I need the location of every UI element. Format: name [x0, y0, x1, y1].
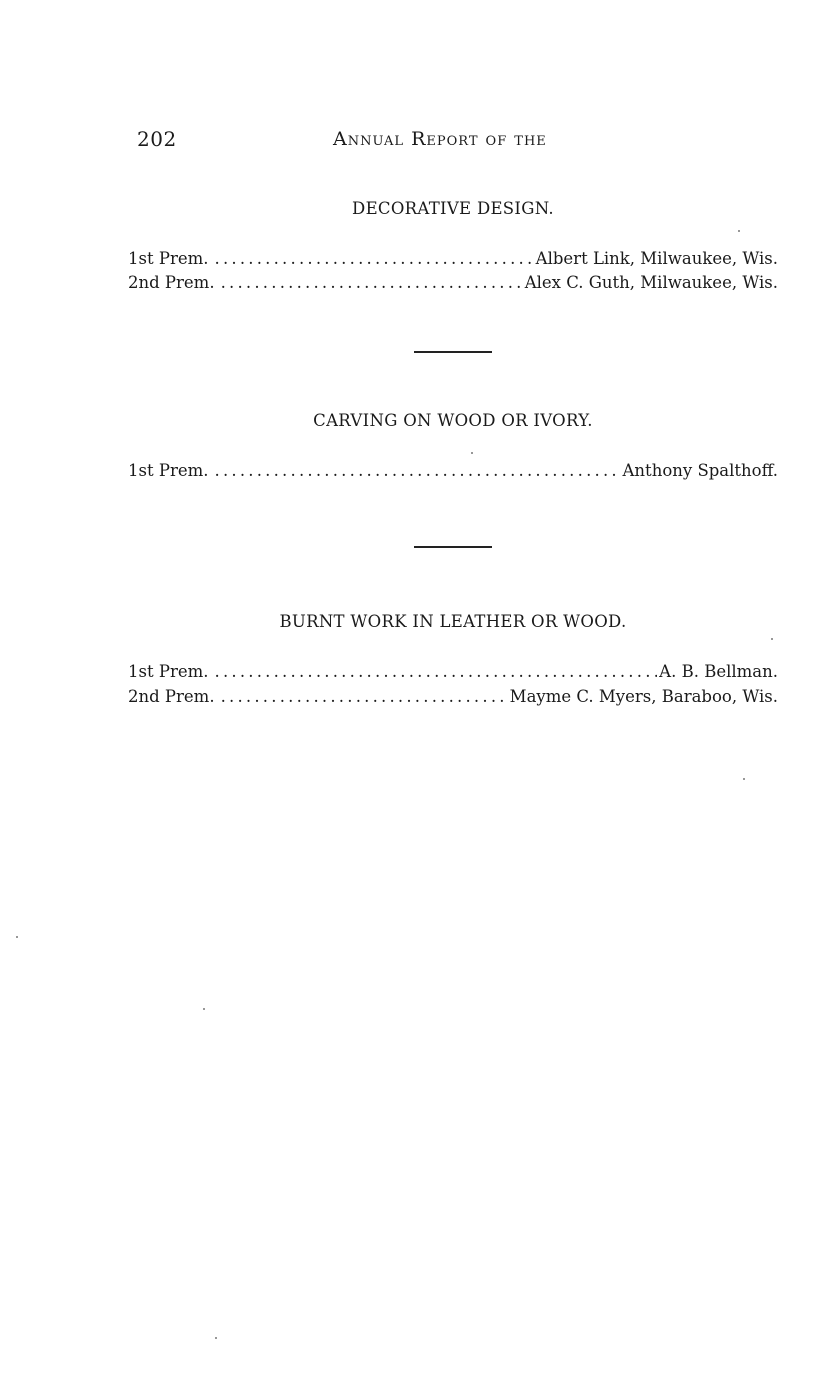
entry-row [128, 687, 778, 706]
entry-winner: Anthony Spalthoff. [622, 461, 778, 480]
paper-speck [203, 1008, 205, 1010]
entry-label: 2nd Prem. [128, 273, 215, 292]
paper-speck [215, 1337, 217, 1339]
section-divider [414, 351, 492, 353]
entry-row [128, 273, 778, 292]
entry-label: 1st Prem. [128, 461, 209, 480]
dot-leader [221, 273, 523, 292]
paper-speck [471, 452, 473, 454]
entry-winner: Mayme C. Myers, Baraboo, Wis. [509, 687, 778, 706]
paper-speck [738, 230, 740, 232]
entry-label: 1st Prem. [128, 249, 209, 268]
dot-leader [215, 662, 658, 681]
entry-row [128, 662, 778, 681]
dot-leader [215, 461, 621, 480]
running-head: Annual Report of the [333, 128, 547, 150]
entry-label: 2nd Prem. [128, 687, 215, 706]
entry-winner: A. B. Bellman. [659, 662, 778, 681]
entry-label: 1st Prem. [128, 662, 209, 681]
section-heading-burnt-work: BURNT WORK IN LEATHER OR WOOD. [279, 612, 627, 631]
entry-winner: Albert Link, Milwaukee, Wis. [535, 249, 778, 268]
dot-leader [215, 249, 534, 268]
entry-row [128, 461, 778, 480]
section-heading-carving: CARVING ON WOOD OR IVORY. [313, 411, 593, 430]
paper-speck [743, 778, 745, 780]
paper-speck [771, 638, 773, 640]
entry-winner: Alex C. Guth, Milwaukee, Wis. [524, 273, 778, 292]
entry-row [128, 249, 778, 268]
section-heading-decorative-design: DECORATIVE DESIGN. [352, 199, 554, 218]
paper-speck [16, 936, 18, 938]
dot-leader [221, 687, 508, 706]
section-divider [414, 546, 492, 548]
page-number: 202 [137, 127, 177, 151]
